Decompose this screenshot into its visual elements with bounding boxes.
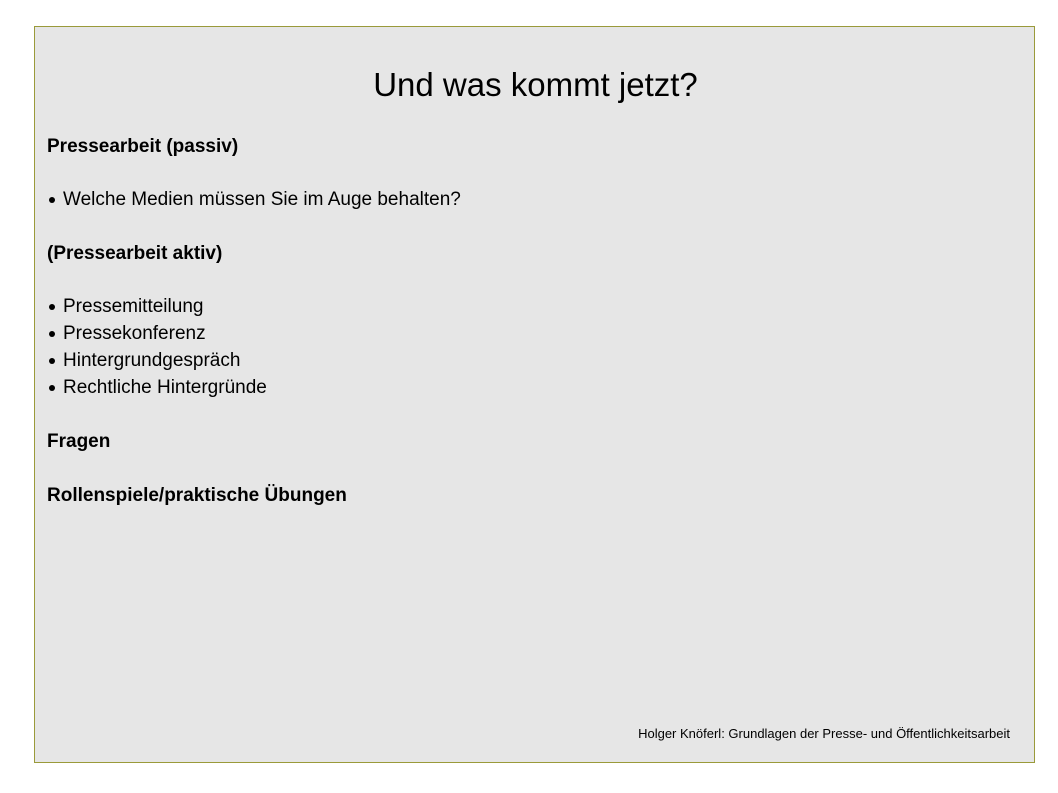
list-item xyxy=(47,347,1007,374)
section-heading-fragen: Fragen xyxy=(47,431,111,452)
list-item-text: Welche Medien müssen Sie im Auge behalten? xyxy=(63,189,461,210)
slide-footer: Holger Knöferl: Grundlagen der Presse- und Öffentlichkeitsarbeit xyxy=(638,726,1010,741)
list-item-text: Hintergrundgespräch xyxy=(63,350,241,371)
slide-title: Und was kommt jetzt? xyxy=(373,66,698,103)
section-heading-pressearbeit-aktiv: (Pressearbeit aktiv) xyxy=(47,243,223,264)
slide xyxy=(34,26,1035,763)
list-item-text: Rechtliche Hintergründe xyxy=(63,377,267,398)
list-item-text: Pressemitteilung xyxy=(63,296,204,317)
list-item xyxy=(47,320,1007,347)
bullet-dot-icon xyxy=(49,304,55,310)
section-heading-pressearbeit-passiv: Pressearbeit (passiv) xyxy=(47,136,239,157)
bullet-dot-icon xyxy=(49,385,55,391)
slide-content xyxy=(47,134,1007,509)
bullet-dot-icon xyxy=(49,358,55,364)
bullet-list-aktiv xyxy=(47,293,1007,401)
bullet-dot-icon xyxy=(49,197,55,203)
list-item xyxy=(47,186,1007,213)
list-item-text: Pressekonferenz xyxy=(63,323,206,344)
bullet-list-passiv xyxy=(47,186,1007,213)
list-item xyxy=(47,293,1007,320)
bullet-dot-icon xyxy=(49,331,55,337)
list-item xyxy=(47,374,1007,401)
section-heading-rollenspiele: Rollenspiele/praktische Übungen xyxy=(47,485,347,506)
